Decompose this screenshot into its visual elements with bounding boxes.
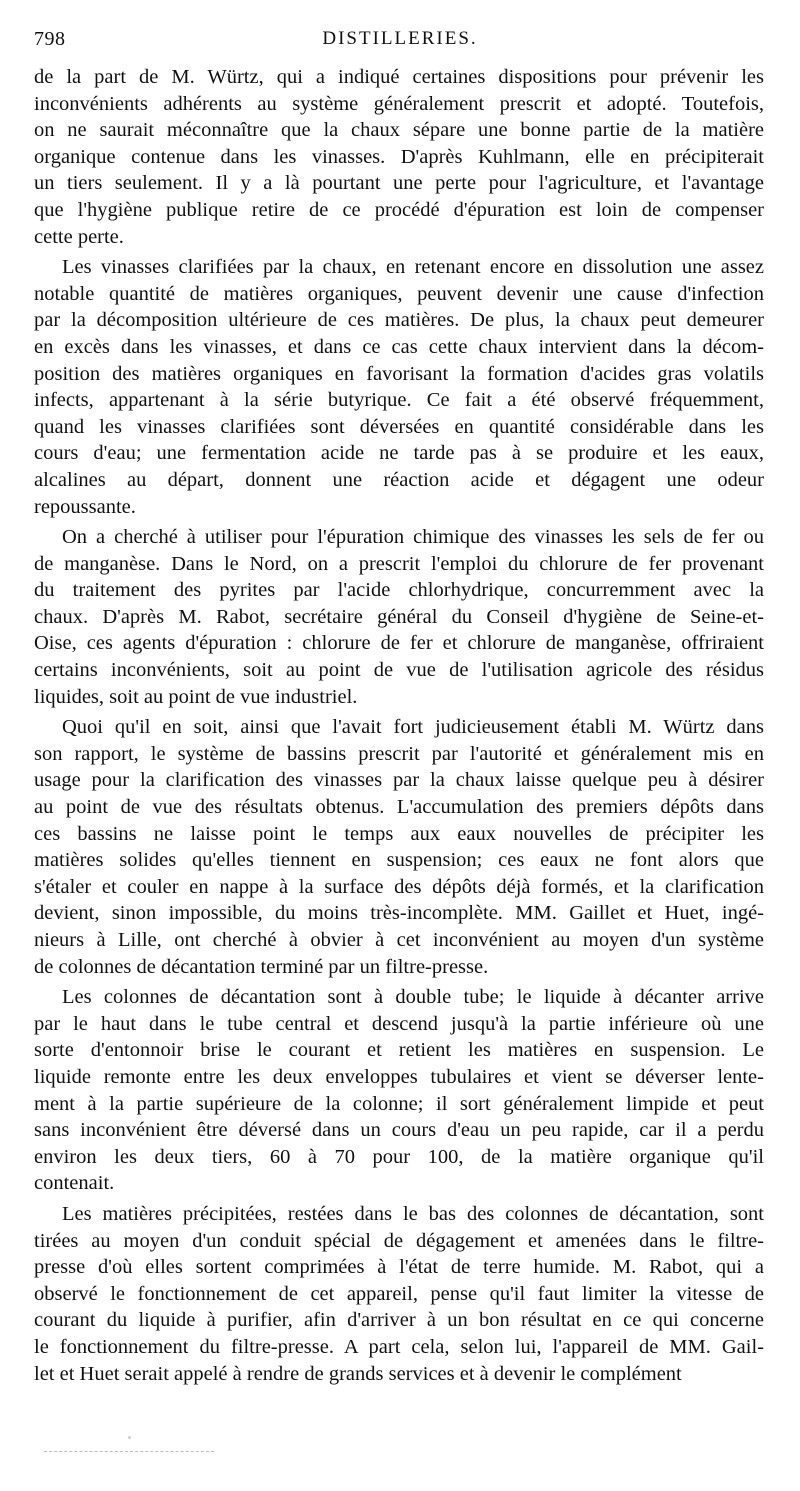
text-line: alcalines au départ, donnent une réaction acide et dégagent une odeur	[34, 468, 764, 491]
text-line: ces bassins ne laisse point le temps aux eaux nouvelles de précipiter les	[34, 822, 764, 845]
text-line: contenait.	[34, 1172, 115, 1195]
text-line: de la part de M. Würtz, qui a indiqué certaines dispositions pour prévenir les	[34, 66, 764, 88]
text-line: son rapport, le système de bassins prescrit par l'autorité et généralement mis en	[34, 742, 764, 765]
paragraph	[34, 714, 764, 980]
paragraph	[34, 984, 764, 1197]
text-line: usage pour la clarification des vinasses par la chaux laisse quelque peu à désirer	[34, 769, 764, 792]
text-line: Les matières précipitées, restées dans le bas des colonnes de décantation, sont	[62, 1202, 764, 1225]
text-line: matières solides qu'elles tiennent en suspension; ces eaux ne font alors que	[34, 849, 764, 872]
text-line: par le haut dans le tube central et descend jusqu'à la partie inférieure où une	[34, 1012, 764, 1035]
page-number: 798	[34, 28, 66, 50]
paragraph	[34, 1201, 764, 1387]
text-line: presse d'où elles sortent comprimées à l'état de terre humide. M. Rabot, qui a	[34, 1256, 764, 1279]
text-line: certains inconvénients, soit au point de vue de l'utilisation agricole des résidus	[34, 659, 764, 682]
footer-rule	[44, 1451, 214, 1452]
text-line: infects, appartenant à la série butyrique. Ce fait a été observé fréquemment,	[34, 389, 764, 412]
text-line: au point de vue des résultats obtenus. L'accumulation des premiers dépôts dans	[34, 796, 764, 819]
text-line: s'étaler et couler en nappe à la surface des dépôts déjà formés, et la clarification	[34, 875, 764, 898]
text-line: let et Huet serait appelé à rendre de grands services et à devenir le complément	[34, 1362, 682, 1385]
running-title: DISTILLERIES.	[322, 28, 478, 49]
text-line: un tiers seulement. Il y a là pourtant une perte pour l'agriculture, et l'avantage	[34, 172, 764, 195]
text-line: organique contenue dans les vinasses. D'après Kuhlmann, elle en précipiterait	[34, 145, 764, 168]
page-header	[34, 28, 766, 54]
body-text	[34, 64, 764, 1387]
footer-mark	[128, 1436, 131, 1439]
text-line: courant du liquide à purifier, afin d'arriver à un bon résultat en ce qui concerne	[34, 1309, 764, 1332]
text-line: ment à la partie supérieure de la colonne; il sort généralement limpide et peut	[34, 1092, 764, 1115]
text-line: Quoi qu'il en soit, ainsi que l'avait fort judicieusement établi M. Würtz dans	[62, 716, 764, 739]
paragraph	[34, 254, 764, 520]
text-line: du traitement des pyrites par l'acide chlorhydrique, concurremment avec la	[34, 579, 764, 602]
text-line: de colonnes de décantation terminé par un filtre-presse.	[34, 955, 489, 978]
text-line: que l'hygiène publique retire de ce procédé d'épuration est loin de compenser	[34, 198, 764, 221]
text-line: liquides, soit au point de vue industriel.	[34, 685, 358, 708]
text-line: liquide remonte entre les deux enveloppes tubulaires et vient se déverser lente-	[34, 1065, 764, 1088]
text-line: inconvénients adhérents au système généralement prescrit et adopté. Toutefois,	[34, 92, 764, 115]
text-line: position des matières organiques en favorisant la formation d'acides gras volatils	[34, 362, 764, 385]
text-line: le fonctionnement du filtre-presse. A part cela, selon lui, l'appareil de MM. Gail-	[34, 1335, 764, 1358]
text-line: quand les vinasses clarifiées sont déversées en quantité considérable dans les	[34, 415, 764, 438]
text-line: chaux. D'après M. Rabot, secrétaire général du Conseil d'hygiène de Seine-et-	[34, 605, 764, 628]
paragraph	[34, 524, 764, 710]
text-line: observé le fonctionnement de cet appareil, pense qu'il faut limiter la vitesse de	[34, 1282, 764, 1305]
text-line: notable quantité de matières organiques, peuvent devenir une cause d'infection	[34, 282, 764, 305]
text-line: cette perte.	[34, 225, 124, 248]
text-line: sans inconvénient être déversé dans un cours d'eau un peu rapide, car il a perdu	[34, 1119, 764, 1142]
text-line: cours d'eau; une fermentation acide ne tarde pas à se produire et les eaux,	[34, 442, 764, 465]
text-line: Les colonnes de décantation sont à double tube; le liquide à décanter arrive	[62, 986, 764, 1009]
text-line: tirées au moyen d'un conduit spécial de dégagement et amenées dans le filtre-	[34, 1229, 764, 1252]
text-line: sorte d'entonnoir brise le courant et retient les matières en suspension. Le	[34, 1039, 764, 1062]
text-line: nieurs à Lille, ont cherché à obvier à cet inconvénient au moyen d'un système	[34, 929, 764, 951]
text-line: Oise, ces agents d'épuration : chlorure de fer et chlorure de manganèse, offriraient	[34, 632, 764, 655]
text-line: de manganèse. Dans le Nord, on a prescrit l'emploi du chlorure de fer provenant	[34, 552, 764, 575]
text-line: on ne saurait méconnaître que la chaux sépare une bonne partie de la matière	[34, 119, 764, 142]
text-line: devient, sinon impossible, du moins très-incomplète. MM. Gaillet et Huet, ingé-	[34, 902, 764, 925]
text-line: par la décomposition ultérieure de ces matières. De plus, la chaux peut demeurer	[34, 309, 764, 332]
text-line: en excès dans les vinasses, et dans ce cas cette chaux intervient dans la décom-	[34, 335, 764, 358]
paragraph	[34, 64, 764, 250]
text-line: Les vinasses clarifiées par la chaux, en retenant encore en dissolution une assez	[62, 256, 764, 279]
text-line: environ les deux tiers, 60 à 70 pour 100, de la matière organique qu'il	[34, 1145, 764, 1168]
text-line: On a cherché à utiliser pour l'épuration chimique des vinasses les sels de fer ou	[62, 526, 764, 549]
text-line: repoussante.	[34, 495, 136, 518]
